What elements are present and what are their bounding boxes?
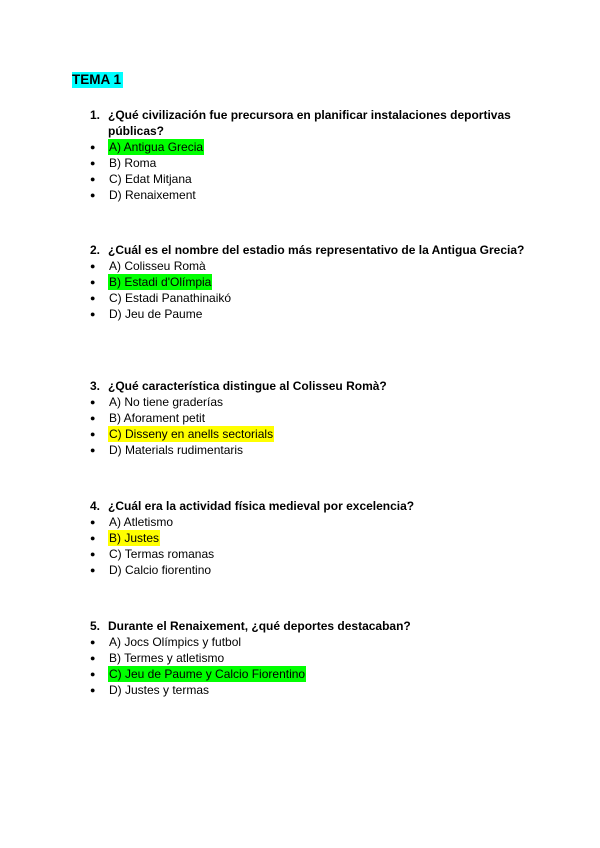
bullet-icon: ●	[90, 397, 96, 407]
option-a	[90, 394, 530, 410]
option-text: A) Colisseu Romà	[109, 259, 206, 273]
option-d	[90, 306, 530, 322]
option-text: A) Antigua Grecia	[109, 140, 204, 154]
option-text: B) Estadi d'Olímpia	[109, 275, 212, 289]
bullet-icon: ●	[90, 429, 96, 439]
option-text: D) Jeu de Paume	[109, 307, 203, 321]
bullet-icon: ●	[90, 533, 96, 543]
question-title	[90, 378, 530, 394]
question-text: Durante el Renaixement, ¿qué deportes destacaban?	[108, 619, 411, 633]
option-list	[90, 394, 530, 458]
option-c	[90, 290, 530, 306]
option-b	[90, 155, 530, 171]
option-text: D) Renaixement	[109, 188, 196, 202]
bullet-icon: ●	[90, 142, 96, 152]
question-title	[90, 107, 530, 139]
bullet-icon: ●	[90, 669, 96, 679]
option-c	[90, 426, 530, 442]
option-d	[90, 442, 530, 458]
question-text: ¿Qué característica distingue al Colisseu Romà?	[108, 379, 387, 393]
bullet-icon: ●	[90, 549, 96, 559]
question-text: ¿Qué civilización fue precursora en planificar instalaciones deportivas públicas?	[108, 108, 511, 138]
option-b	[90, 530, 530, 546]
option-text: B) Aforament petit	[109, 411, 206, 425]
question-title	[90, 618, 530, 634]
bullet-icon: ●	[90, 685, 96, 695]
option-b	[90, 410, 530, 426]
option-d	[90, 562, 530, 578]
question-number: 3.	[90, 379, 101, 393]
bullet-icon: ●	[90, 293, 96, 303]
option-text: A) Atletismo	[109, 515, 174, 529]
option-a	[90, 514, 530, 530]
question-4	[90, 498, 530, 578]
bullet-icon: ●	[90, 158, 96, 168]
question-number: 4.	[90, 499, 101, 513]
option-list	[90, 514, 530, 578]
option-list	[90, 139, 530, 203]
bullet-icon: ●	[90, 653, 96, 663]
option-b	[90, 274, 530, 290]
option-list	[90, 634, 530, 698]
option-c	[90, 171, 530, 187]
option-text: C) Jeu de Paume y Calcio Fiorentino	[109, 667, 306, 681]
option-text: C) Estadi Panathinaikó	[109, 291, 232, 305]
option-d	[90, 682, 530, 698]
bullet-icon: ●	[90, 277, 96, 287]
bullet-icon: ●	[90, 413, 96, 423]
option-text: A) Jocs Olímpics y futbol	[109, 635, 242, 649]
bullet-icon: ●	[90, 637, 96, 647]
option-a	[90, 139, 530, 155]
bullet-icon: ●	[90, 190, 96, 200]
question-3	[90, 378, 530, 458]
bullet-icon: ●	[90, 565, 96, 575]
bullet-icon: ●	[90, 309, 96, 319]
option-text: B) Roma	[109, 156, 157, 170]
option-c	[90, 546, 530, 562]
option-a	[90, 634, 530, 650]
question-text: ¿Cuál es el nombre del estadio más representativo de la Antigua Grecia?	[108, 243, 525, 257]
option-text: A) No tiene graderías	[109, 395, 224, 409]
question-title	[90, 498, 530, 514]
question-number: 5.	[90, 619, 101, 633]
option-list	[90, 258, 530, 322]
question-1	[90, 107, 530, 203]
option-text: C) Termas romanas	[109, 547, 215, 561]
option-b	[90, 650, 530, 666]
question-2	[90, 242, 530, 322]
option-c	[90, 666, 530, 682]
option-text: D) Justes y termas	[109, 683, 210, 697]
question-number: 2.	[90, 243, 101, 257]
option-text: C) Edat Mitjana	[109, 172, 192, 186]
option-text: B) Termes y atletismo	[109, 651, 225, 665]
option-a	[90, 258, 530, 274]
question-text: ¿Cuál era la actividad física medieval por excelencia?	[108, 499, 415, 513]
bullet-icon: ●	[90, 261, 96, 271]
option-text: B) Justes	[109, 531, 160, 545]
option-text: C) Disseny en anells sectorials	[109, 427, 274, 441]
question-5	[90, 618, 530, 698]
option-text: D) Calcio fiorentino	[109, 563, 212, 577]
bullet-icon: ●	[90, 517, 96, 527]
bullet-icon: ●	[90, 445, 96, 455]
section-heading: TEMA 1	[72, 72, 122, 87]
question-number: 1.	[90, 108, 101, 122]
option-d	[90, 187, 530, 203]
option-text: D) Materials rudimentaris	[109, 443, 244, 457]
question-title	[90, 242, 530, 258]
bullet-icon: ●	[90, 174, 96, 184]
